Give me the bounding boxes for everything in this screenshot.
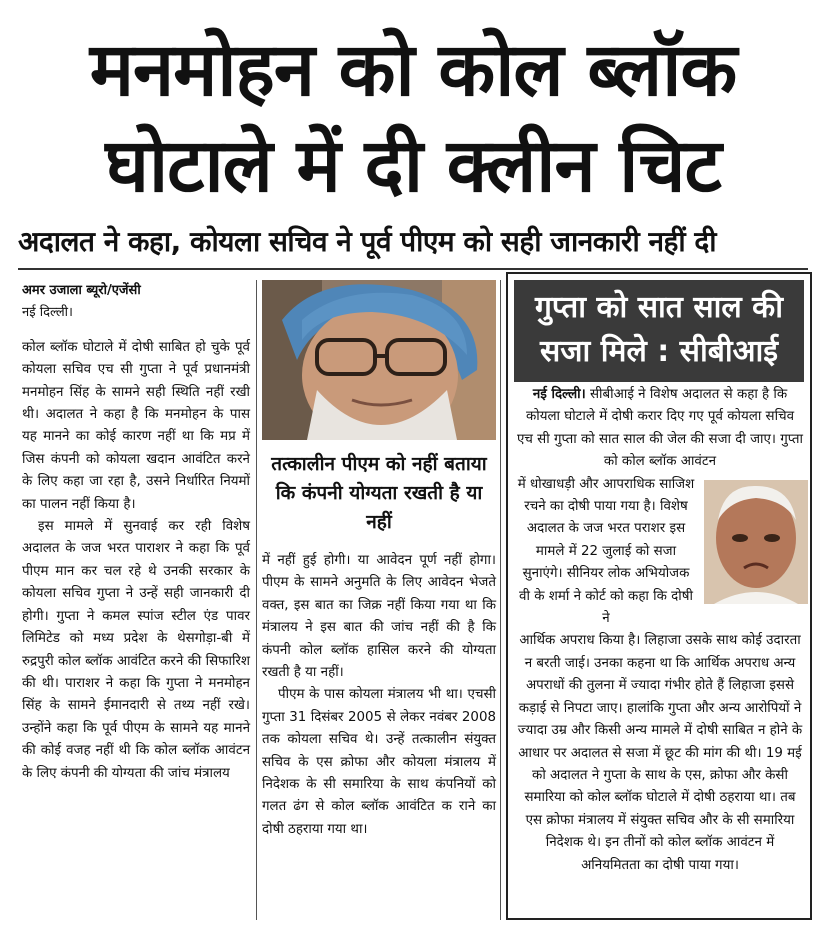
column-1-paragraph-1: कोल ब्लॉक घोटाले में दोषी साबित हो चुके पूर्व कोयला सचिव एच सी गुप्ता ने पूर्व प्रधानमंत्री मनमोहन सिंह के सामने सही स्थिति नहीं रखी थी। अदालत ने कहा है कि मनमोहन के पास यह मानने का कोई कारण नहीं था कि मप्र में जिस कंपनी को कोयला खदान आवंटित करने के लिए कहा जा रहा है, उसने निर्धारित नियमों का पालन नहीं किया है। xyxy=(22,339,250,512)
sidebar-lead-block xyxy=(516,384,804,474)
sidebar-wrap-text: में धोखाधड़ी और आपराधिक साजिश रचने का दोषी पाया गया है। विशेष अदालत के जज भरत पराशर इस मामले में 22 जुलाई को सजा सुनाएंगे। सीनियर लोक अभियोजक वी के शर्मा ने कोर्ट को कहा कि दोषी ने xyxy=(517,476,695,627)
subhead-rule xyxy=(18,268,808,270)
manmohan-singh-photo xyxy=(262,280,496,440)
headline xyxy=(0,22,826,214)
sidebar-heading xyxy=(514,280,804,382)
sidebar-tail-text: आर्थिक अपराध किया है। लिहाजा उसके साथ कोई उदारता न बरती जाई। उनका कहना था कि आर्थिक अपराध अन्य अपराधों की तुलना में ज्यादा गंभीर होते हैं लिहाजा इससे कड़ाई से निपटा जाए। हालांकि गुप्ता और अन्य आरोपियों ने ज्यादा उम्र और किसी अन्य मामले में दोषी साबित न होने के आधार पर अदालत से सजा में छूट की मांग की थी। 19 मई को अदालत ने गुप्ता के साथ के एस, क्रोफा और केसी समारिया को कोल ब्लॉक घोटाले में दोषी ठहराया था। तब एस क्रोफा मंत्रालय में संयुक्त सचिव और के सी समारिया निदेशक थे। इन तीनों को कोल ब्लॉक आवंटन में अनियमितता का दोषी पाया गया। xyxy=(517,633,803,873)
column-2-paragraph-1: में नहीं हुई होगी। या आवेदन पूर्ण नहीं होगा। पीएम के सामने अनुमति के लिए आवेदन भेजते वक्त, इस बात का जिक्र नहीं किया गया था कि मंत्रालय ने इस बात की जांच नहीं की है कि कंपनी कोल ब्लॉक हासिल करने की योग्यता रखती है या नहीं। xyxy=(262,553,496,681)
article-column-1 xyxy=(22,280,250,785)
column-divider-2 xyxy=(500,280,501,920)
pull-quote: तत्कालीन पीएम को नहीं बताया कि कंपनी योग्यता रखती है या नहीं xyxy=(271,453,487,533)
byline: अमर उजाला ब्यूरो/एजेंसी xyxy=(22,283,141,298)
sidebar-text xyxy=(516,384,804,877)
sidebar-box xyxy=(506,272,812,920)
dateline: नई दिल्ली। xyxy=(22,305,73,321)
sidebar-dateline: नई दिल्ली। xyxy=(532,387,586,402)
column-2-paragraph-2: पीएम के पास कोयला मंत्रालय भी था। एचसी गुप्ता 31 दिसंबर 2005 से लेकर नवंबर 2008 तक कोयला सचिव थे। उन्हें तत्कालीन संयुक्त सचिव के एस क्रोफा और कोयला मंत्रालय में निदेशक के सी समारिया के साथ कंपनियों को गलत ढंग से कोल ब्लॉक आवंटित क राने का दोषी ठहराया गया था। xyxy=(262,687,496,837)
column-divider-1 xyxy=(256,280,257,920)
headline-line-2: घोटाले में दी क्लीन चिट xyxy=(105,123,721,209)
sidebar-heading-line-1: गुप्ता को सात साल की xyxy=(535,290,783,325)
article-column-2 xyxy=(262,550,496,841)
sidebar-lead: सीबीआई ने विशेष अदालत से कहा है कि कोयला घोटाले में दोषी करार दिए गए पूर्व कोयला सचिव एच सी गुप्ता को सात साल की जेल की सजा दी जाए। गुप्ता को कोल ब्लॉक आवंटन xyxy=(517,387,803,470)
sidebar-heading-line-2: सजा मिले : सीबीआई xyxy=(539,334,779,369)
gupta-photo xyxy=(704,480,808,604)
headline-line-1: मनमोहन को कोल ब्लॉक xyxy=(89,27,737,113)
subheadline: अदालत ने कहा, कोयला सचिव ने पूर्व पीएम को सही जानकारी नहीं दी xyxy=(18,225,717,258)
column-1-paragraph-2: इस मामले में सुनवाई कर रही विशेष अदालत के जज भरत पाराशर ने कहा कि पूर्व पीएम मान कर चल रहे थे उनकी सरकार के कोयला सचिव गुप्ता ने उन्हें सही जानकारी दी होगी। गुप्ता ने कमल स्पांज स्टील एंड पावर लिमिटेड को मध्य प्रदेश के थेसगोड़ा-बी में रुद्रपुरी कोल ब्लॉक आवंटित करने की सिफारिश की थी। पाराशर ने कहा कि गुप्ता ने मनमोहन सिंह के सामने ईमानदारी से तथ्य नहीं रखे। उन्होंने कहा कि पूर्व पीएम के सामने यह मानने की कोई वजह नहीं थी कि कोल ब्लॉक आवंटन के लिए कंपनी की योग्यता की जांच मंत्रालय xyxy=(22,519,250,781)
